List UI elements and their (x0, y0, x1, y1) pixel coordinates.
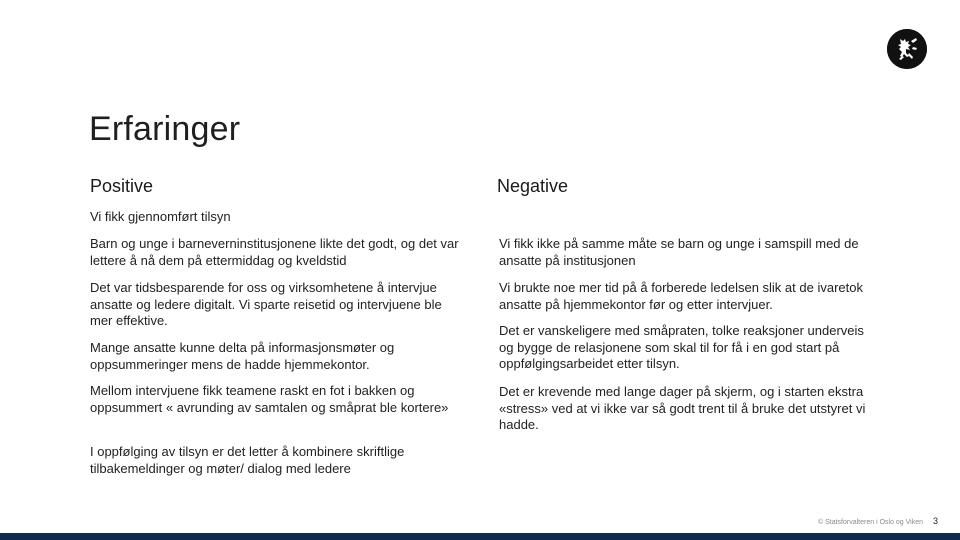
positive-item: Barn og unge i barneverninstitusjonene likte det godt, og det var lettere å nå dem på ettermiddag og kveldstid (90, 236, 459, 268)
positive-item: I oppfølging av tilsyn er det letter å kombinere skriftlige tilbakemeldinger og møter/ dialog med ledere (90, 444, 405, 476)
positive-heading: Positive (90, 176, 154, 196)
negative-item: Det er vanskeligere med småpraten, tolke reaksjoner underveis og bygge de relasjonene som skal til for få i en god start på oppfølgingsarbeidet etter tilsyn. (499, 323, 864, 371)
negative-item: Vi fikk ikke på samme måte se barn og unge i samspill med de ansatte på institusjonen (499, 236, 859, 268)
positive-item: Vi fikk gjennomført tilsyn (90, 209, 231, 224)
negative-heading: Negative (497, 176, 569, 196)
bottom-bar (0, 533, 960, 540)
page-number: 3 (933, 516, 939, 526)
coat-of-arms-lion-icon (887, 29, 927, 69)
page-title: Erfaringer (89, 110, 241, 148)
positive-item: Det var tidsbesparende for oss og virksomhetene å intervjue ansatte og ledere digitalt. Vi sparte reisetid og intervjuene ble mer effektive. (90, 280, 442, 328)
negative-item: Vi brukte noe mer tid på å forberede ledelsen slik at de ivaretok ansatte på hjemmekontor før og etter intervjuer. (499, 280, 863, 312)
positive-item: Mellom intervjuene fikk teamene raskt en fot i bakken og oppsummert « avrunding av samtalen og småprat ble kortere» (90, 383, 449, 415)
negative-item: Det er krevende med lange dager på skjerm, og i starten ekstra «stress» ved at vi ikke var så godt trent til å bruke det utstyret vi hadde. (499, 384, 866, 432)
positive-item: Mange ansatte kunne delta på informasjonsmøter og oppsummeringer mens de hadde hjemmekontor. (90, 340, 395, 372)
footer-copyright: © Statsforvalteren i Oslo og Viken (818, 519, 924, 526)
